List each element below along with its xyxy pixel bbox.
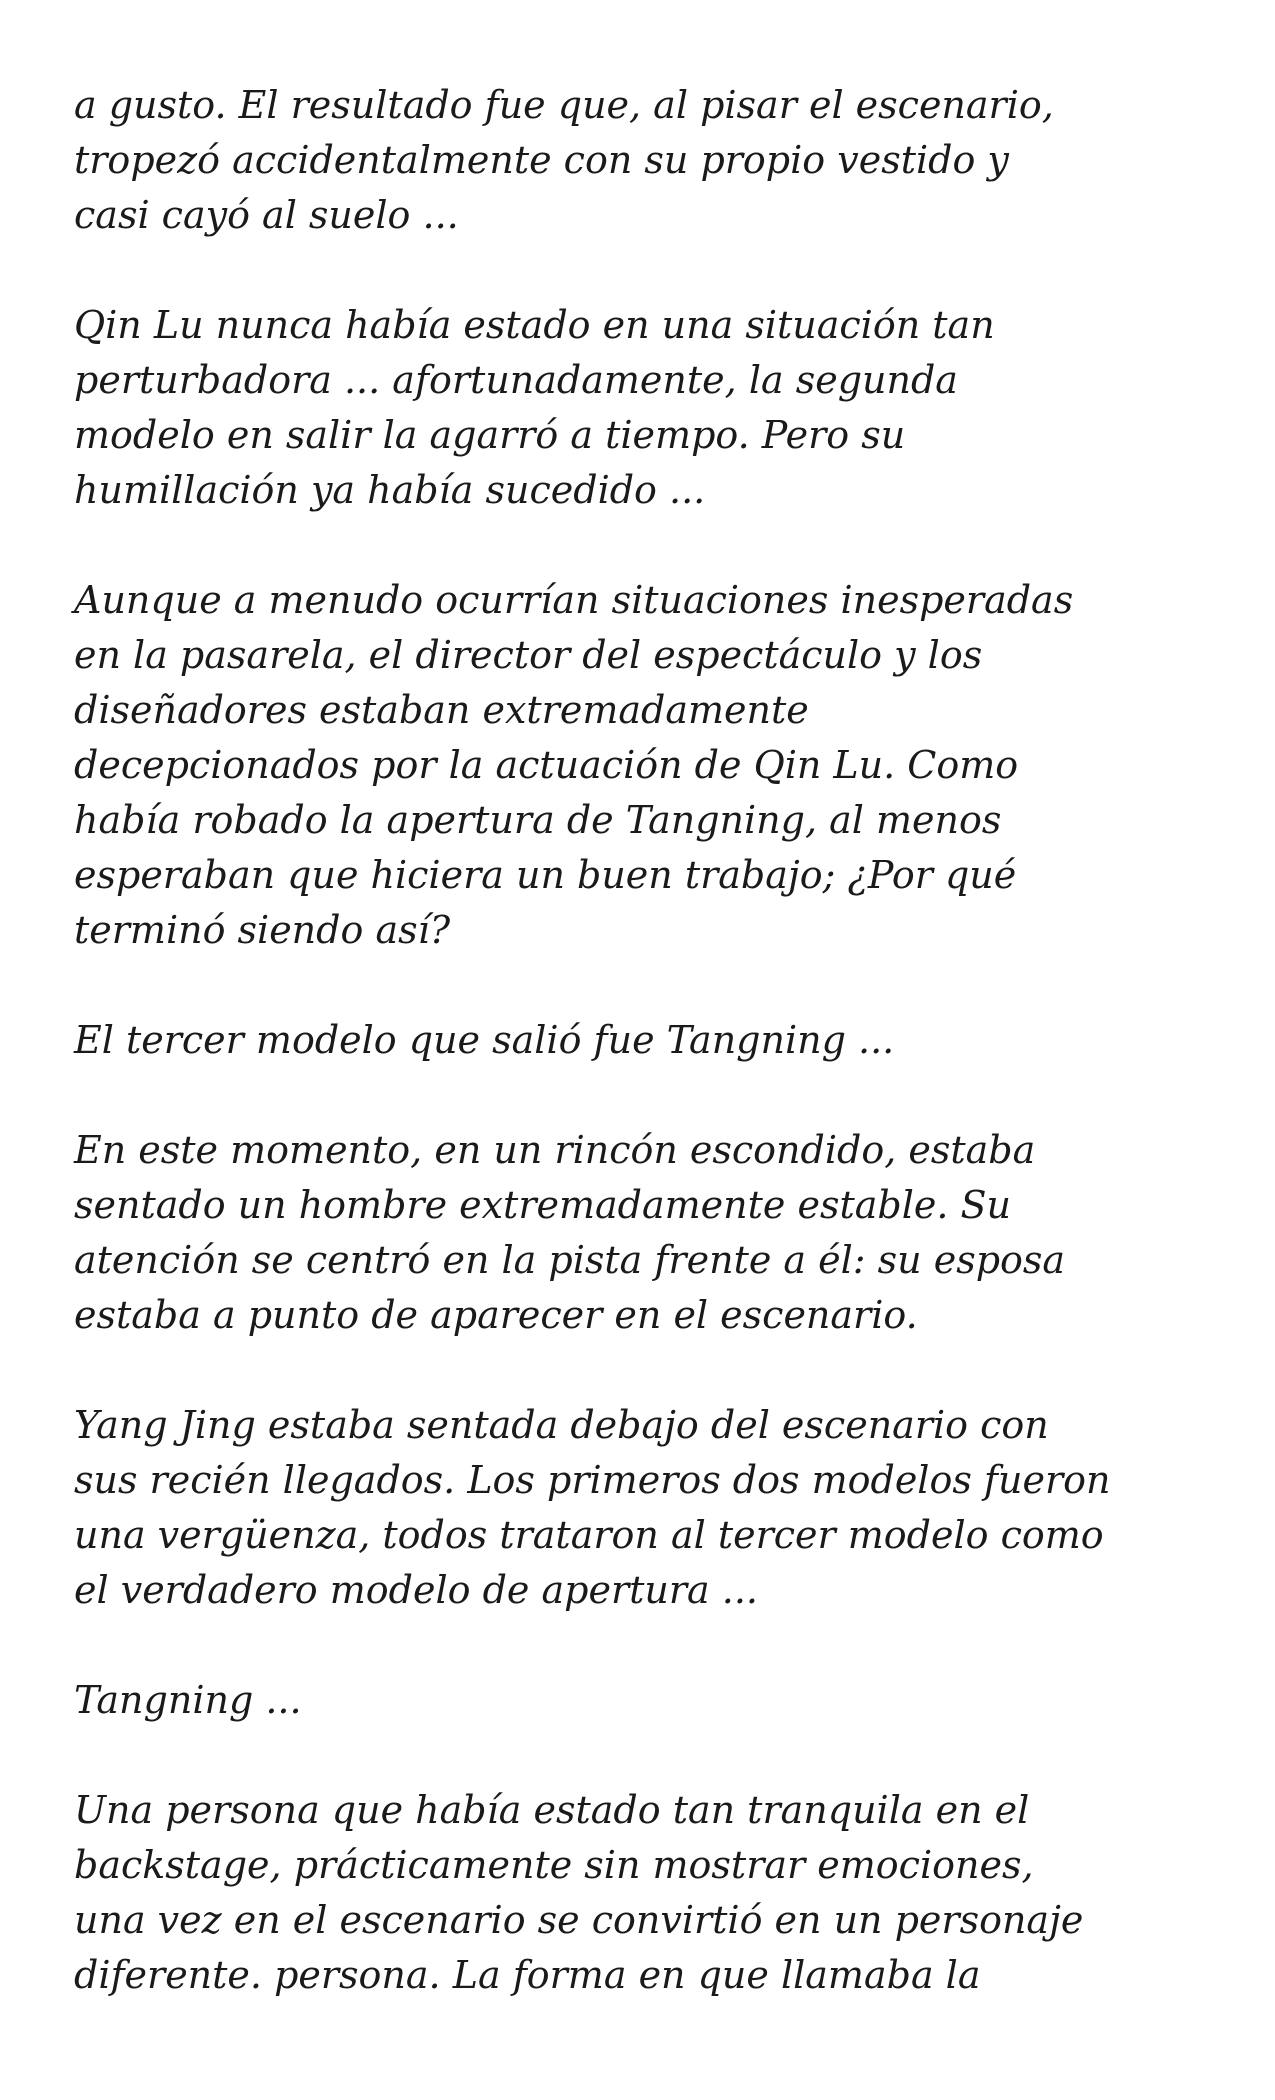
paragraph [74, 298, 1214, 518]
text-line: había robado la apertura de Tangning, al menos [74, 798, 1002, 842]
paragraph [74, 1673, 1214, 1728]
text-line: sus recién llegados. Los primeros dos modelos fueron [74, 1458, 1111, 1502]
text-line: en la pasarela, el director del espectáculo y los [74, 633, 983, 677]
text-line: el verdadero modelo de apertura ... [74, 1568, 758, 1612]
text-line: El tercer modelo que salió fue Tangning ... [74, 1018, 895, 1062]
text-line: sentado un hombre extremadamente estable. Su [74, 1183, 1012, 1227]
paragraph [74, 573, 1214, 958]
text-line: Una persona que había estado tan tranquila en el [74, 1788, 1030, 1832]
paragraph [74, 1398, 1214, 1618]
text-line: diseñadores estaban extremadamente [74, 688, 809, 732]
text-line: diferente. persona. La forma en que llamaba la [74, 1953, 981, 1997]
text-line: Aunque a menudo ocurrían situaciones inesperadas [74, 578, 1074, 622]
text-line: Qin Lu nunca había estado en una situación tan [74, 303, 995, 347]
text-line: backstage, prácticamente sin mostrar emociones, [74, 1843, 1034, 1887]
text-line: esperaban que hiciera un buen trabajo; ¿Por qué [74, 853, 1017, 897]
text-line: decepcionados por la actuación de Qin Lu. Como [74, 743, 1019, 787]
paragraph [74, 78, 1214, 243]
text-line: atención se centró en la pista frente a él: su esposa [74, 1238, 1066, 1282]
text-line: tropezó accidentalmente con su propio vestido y [74, 138, 1009, 182]
text-line: una vergüenza, todos trataron al tercer modelo como [74, 1513, 1104, 1557]
paragraph [74, 1123, 1214, 1343]
text-line: casi cayó al suelo ... [74, 193, 459, 237]
text-line: perturbadora ... afortunadamente, la segunda [74, 358, 958, 402]
text-line: a gusto. El resultado fue que, al pisar el escenario, [74, 83, 1054, 127]
text-line: estaba a punto de aparecer en el escenario. [74, 1293, 918, 1337]
text-line: En este momento, en un rincón escondido, estaba [74, 1128, 1036, 1172]
text-line: Yang Jing estaba sentada debajo del escenario con [74, 1403, 1049, 1447]
text-line: terminó siendo así? [74, 908, 451, 952]
reader-page [74, 78, 1214, 2058]
paragraph [74, 1013, 1214, 1068]
text-line: una vez en el escenario se convirtió en un personaje [74, 1898, 1084, 1942]
text-line: modelo en salir la agarró a tiempo. Pero su [74, 413, 906, 457]
text-line: humillación ya había sucedido ... [74, 468, 706, 512]
text-line: Tangning ... [74, 1678, 302, 1722]
paragraph [74, 1783, 1214, 2003]
